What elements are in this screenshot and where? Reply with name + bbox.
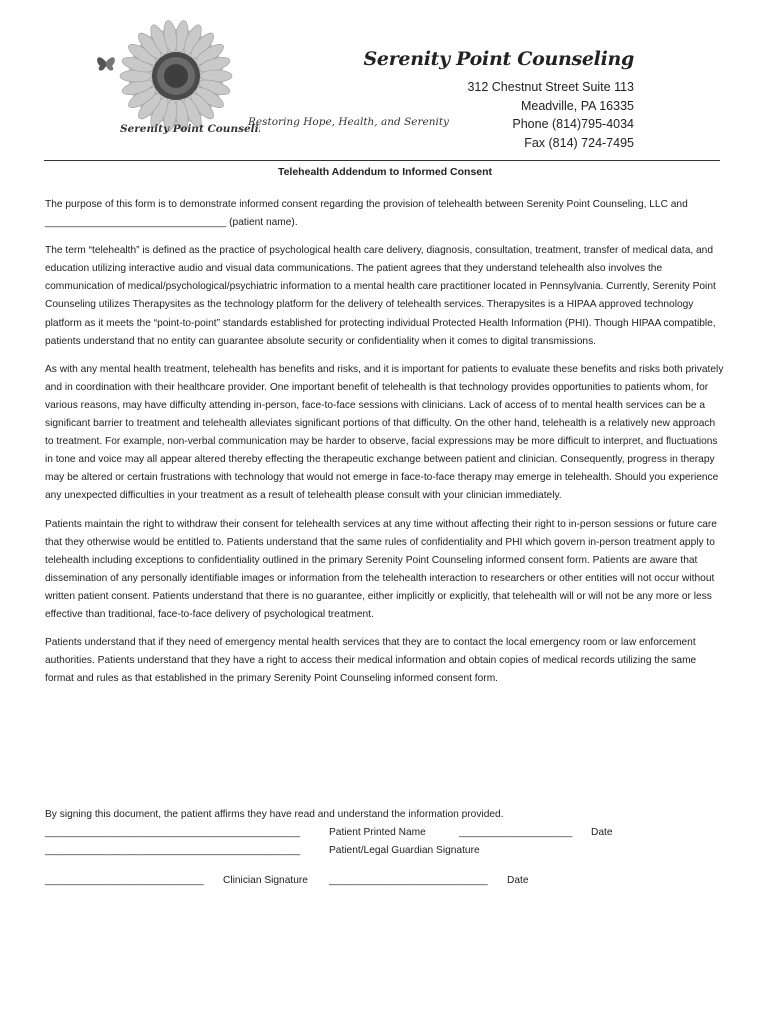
sunflower-logo <box>90 18 260 146</box>
signature-section <box>45 806 725 890</box>
guardian-signature-row <box>45 842 725 860</box>
clinician-signature-row <box>45 872 725 890</box>
patient-name-label: Patient Printed Name <box>329 827 426 838</box>
clinician-date-label: Date <box>507 875 529 886</box>
phone-line: Phone (814)795-4034 <box>512 117 634 131</box>
patient-name-line[interactable]: _____________________________________________ <box>45 827 300 838</box>
document-body <box>45 196 725 698</box>
clinician-signature-label: Clinician Signature <box>223 875 308 886</box>
org-name: Serenity Point Counseling <box>363 48 634 70</box>
patient-date-line[interactable]: ____________________ <box>459 827 573 838</box>
logo-text: Serenity Point Counseling <box>120 123 260 135</box>
patient-date-label: Date <box>591 827 613 838</box>
paragraph-emergency: Patients understand that if they need of emergency mental health services that they are to contact the local emergency room or law enforcement authorities. Patients understand that they have a right to access their medical information and obtain copies of medical records utilizing the same format and rules as that established in the primary Serenity Point Counseling informed consent form. <box>45 637 697 685</box>
guardian-signature-label: Patient/Legal Guardian Signature <box>329 845 480 856</box>
paragraph-benefits-risks: As with any mental health treatment, telehealth has benefits and risks, and it is important for patients to evaluate these benefits and risks both privately and in coordination with their healthcare provider. One important benefit of telehealth is that technology provides opportunities to patients whom, for various reasons, may have difficulty attending in-person, face-to-face sessions with clinicians. Lack of access of to mental health services can be a significant barrier to treatment and telehealth alleviates significant portions of that difficulty. On the other hand, telehealth is a relatively new approach to treatment. For example, non-verbal communication may be harder to observe, facial expressions may be more difficult to interpret, and fluctuations in tone and voice may all appear altered thereby effecting the therapeutic exchange between patient and clinician. Consequently, progress in therapy may be altered or certain frustrations with technology that would not emerge in face-to-face therapy may emerge in telehealth. Should you experience any unexpected difficulties in your treatment as a result of telehealth please consult with your clinician immediately. <box>45 363 724 502</box>
fax-line: Fax (814) 724-7495 <box>524 135 634 150</box>
header-divider <box>44 160 720 161</box>
guardian-signature-line[interactable]: _____________________________________________ <box>45 845 300 856</box>
patient-name-row <box>45 824 725 842</box>
paragraph-definition: The term “telehealth” is defined as the practice of psychological health care delivery, diagnosis, consultation, treatment, transfer of medical data, and education utilizing interactive audio and visual data communications. The patient agrees that they understand telehealth also involves the communication of medical/psychological/psychiatric information to a mental health care practitioner located in Pennsylvania. Currently, Serenity Point Counseling utilizes Therapysites as the technology platform for the delivery of telehealth services. Therapysites is a HIPAA approved technology platform as it meets the “point-to-point” standards established for protecting individual Protected Health Information (PHI). Though HIPAA compatible, patients understand that no entity can guarantee absolute security or confidentiality when it comes to digital transmissions. <box>45 245 716 347</box>
paragraph-purpose: The purpose of this form is to demonstrate informed consent regarding the provision of telehealth between Serenity Point Counseling, LLC and ________________________________ (patient name). <box>45 199 688 229</box>
clinician-date-line[interactable]: ____________________________ <box>329 875 488 886</box>
affirmation-text: By signing this document, the patient affirms they have read and understand the information provided. <box>45 809 504 820</box>
org-contact-block <box>364 48 635 152</box>
address-line-street: 312 Chestnut Street Suite 113 <box>467 80 634 94</box>
paragraph-rights: Patients maintain the right to withdraw their consent for telehealth services at any time without affecting their right to in-person sessions or future care that they otherwise would be entitled to. Patients understand that the same rules of confidentiality and PHI which govern in-person treatment apply to telehealth including exceptions to confidentiality outlined in the primary Serenity Point Counseling informed consent form. Patients are aware that dissemination of any personally identifiable images or information from the telehealth interaction to researchers or other entities will not occur without written patient consent. Patients understand that there is no guarantee, either implicitly or explicitly, that telehealth will or will not be any more or less effective than traditional, face-to-face delivery of psychological treatment. <box>45 518 717 620</box>
document-title: Telehealth Addendum to Informed Consent <box>277 166 493 178</box>
address-line-city: Meadville, PA 16335 <box>520 98 634 113</box>
tagline: Restoring Hope, Health, and Serenity <box>248 116 449 128</box>
clinician-signature-line[interactable]: ____________________________ <box>45 875 204 886</box>
